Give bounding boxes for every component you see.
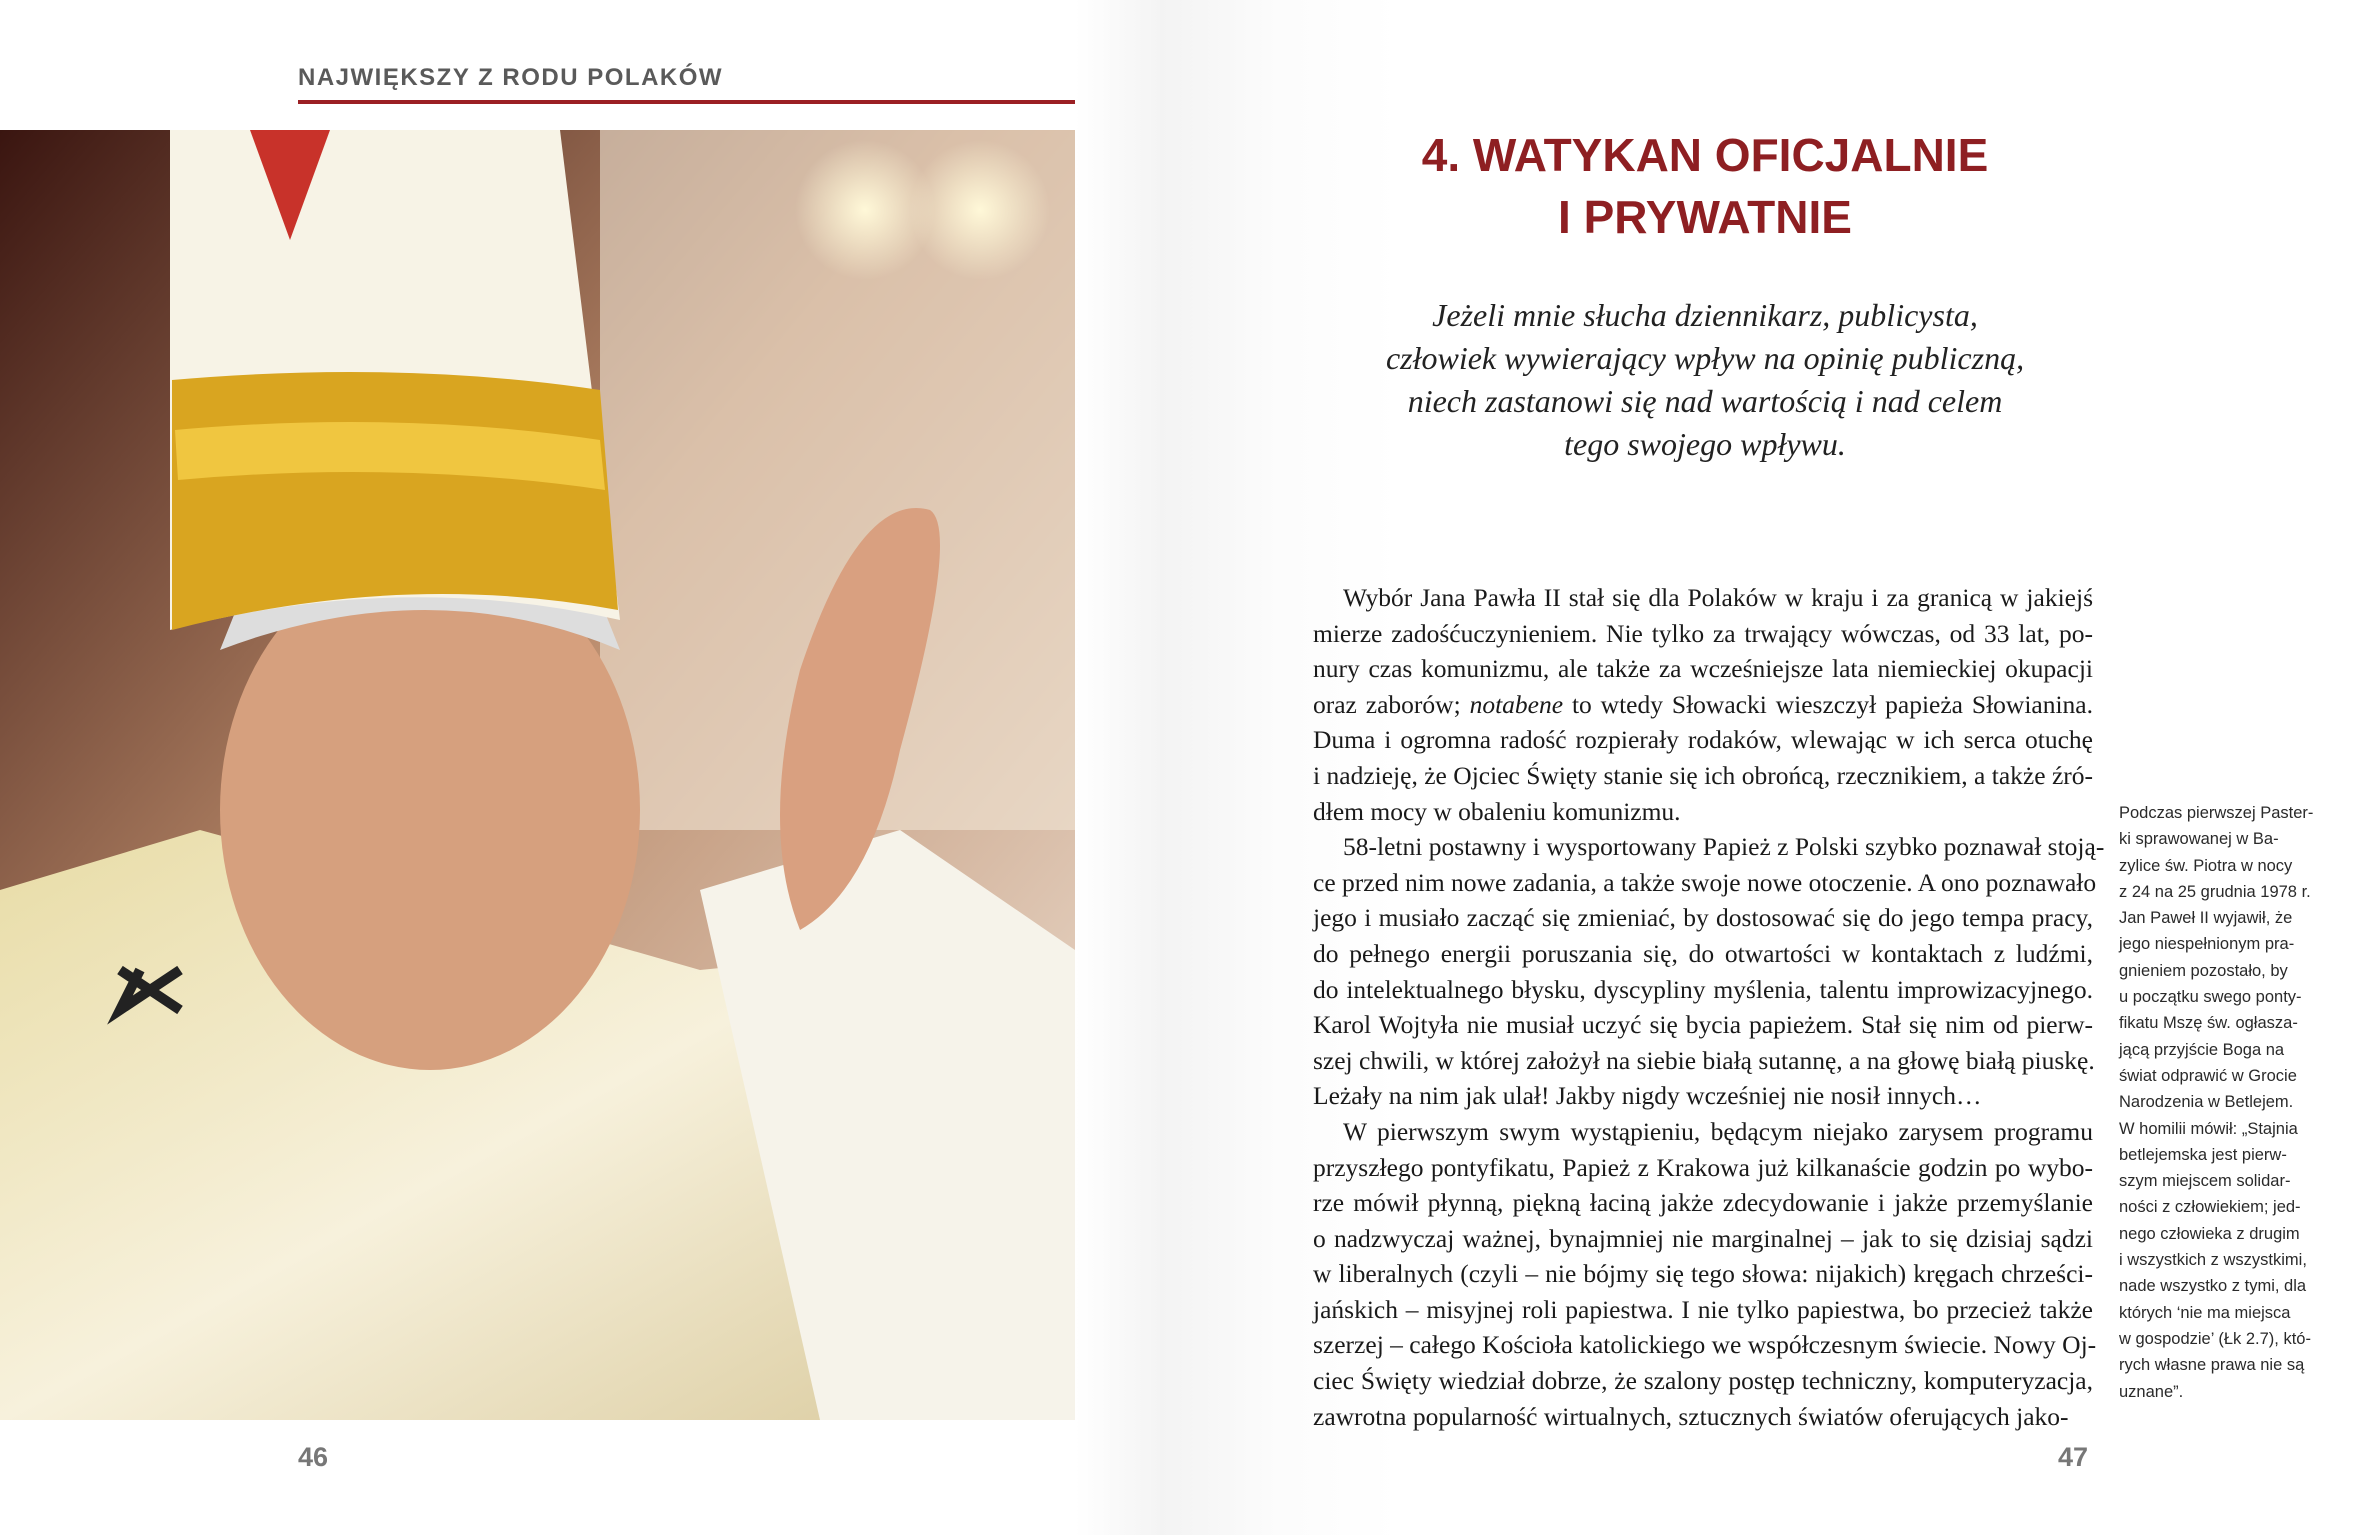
body-line: Wybór Jana Pawła II stał się dla Polaków w kraju i za granicą w jakiejś [1343, 583, 2093, 612]
body-line: 58-letni postawny i wysportowany Papież z Polski szybko poznawał stoją- [1343, 832, 2105, 862]
quote-line: człowiek wywierający wpływ na opinię publiczną, [1385, 340, 2025, 376]
sidebar-line: fikatu Mszę św. ogłasza- [2119, 1014, 2298, 1033]
sidebar-line: nego człowieka z drugim [2119, 1224, 2300, 1243]
page-number-right: 47 [2058, 1442, 2089, 1472]
body-line: jego i musiało zacząć się zmieniać, by dostosować się do jego tempa pracy, [1313, 903, 2093, 933]
body-line: Duma i ogromna radość rozpierały rodaków, wlewając w ich serca otuchę [1313, 725, 2093, 755]
body-line: w liberalnych (czyli – nie bójmy się tego słowa: nijakich) kręgach chrześci- [1313, 1259, 2093, 1289]
body-line: Karol Wojtyła nie musiał uczyć się bycia papieżem. Stał się nim od pierw- [1313, 1010, 2093, 1040]
italic-word: notabene [1469, 689, 1564, 719]
sidebar-line: jącą przyjście Boga na [2119, 1040, 2285, 1059]
quote-line: tego swojego wpływu. [1564, 426, 1846, 462]
body-line: W pierwszym swym wystąpieniu, będącym niejako zarysem programu [1343, 1116, 2093, 1146]
body-line: oraz zaborów; notabene to wtedy Słowacki wieszczył papieża Słowianina. [1313, 689, 2093, 719]
sidebar-line: Podczas pierwszej Paster- [2119, 804, 2314, 822]
quote-line: niech zastanowi się nad wartością i nad celem [1407, 383, 2003, 419]
pope-photo [0, 130, 1075, 1420]
body-text [1313, 580, 2105, 1434]
sidebar-line: szym miejscem solidar- [2119, 1172, 2291, 1191]
chapter-title-line: I PRYWATNIE [1558, 191, 1852, 243]
body-line: ciec Święty wiedział dobrze, że szalony postęp techniczny, komputeryzacja, [1313, 1366, 2093, 1396]
sidebar-line: Narodzenia w Betlejem. [2119, 1093, 2294, 1112]
body-line: szerzej – całego Kościoła katolickiego we współczesnym świecie. Nowy Oj- [1313, 1330, 2097, 1360]
body-line: jańskich – misyjnej roli papiestwa. I nie tylko papiestwa, bo przecież także [1313, 1294, 2093, 1324]
quote-line: Jeżeli mnie słucha dziennikarz, publicysta, [1432, 297, 1978, 333]
body-line: mierze zadośćuczynieniem. Nie tylko za trwający wówczas, od 33 lat, po- [1313, 618, 2093, 648]
sidebar-line: zylice św. Piotra w nocy [2119, 856, 2293, 875]
body-line: ce przed nim nowe zadania, a także swoje nowe otoczenie. A ono poznawało [1313, 867, 2097, 897]
chapter-title [1300, 124, 2110, 248]
running-head: NAJWIĘKSZY Z RODU POLAKÓW [298, 64, 724, 91]
body-line: dłem mocy w obaleniu komunizmu. [1313, 796, 1681, 826]
sidebar-line: z 24 na 25 grudnia 1978 r. [2119, 882, 2311, 901]
sidebar-line: i wszystkich z wszystkimi, [2119, 1251, 2307, 1270]
sidebar-line: rych własne prawa nie są [2119, 1356, 2305, 1375]
sidebar-line: nade wszystko z tymi, dla [2119, 1277, 2307, 1296]
sidebar-line: uznane”. [2119, 1382, 2184, 1401]
chapter-title-line: 4. WATYKAN OFICJALNIE [1421, 129, 1989, 181]
header-rule [298, 100, 1075, 104]
body-line: Leżały na nim jak ulał! Jakby nigdy wcześniej nie nosił innych… [1313, 1081, 1982, 1111]
body-line: szej chwili, w której założył na siebie białą sutannę, a na głowę białą piuskę. [1313, 1045, 2095, 1075]
body-line: i nadzieję, że Ojciec Święty stanie się ich obrońcą, rzecznikiem, a także źró- [1313, 760, 2093, 790]
sidebar-line: ności z człowiekiem; jed- [2119, 1198, 2301, 1217]
sidebar-line: u początku swego ponty- [2119, 988, 2302, 1007]
sidebar-line: gnieniem pozostało, by [2119, 961, 2288, 980]
body-line: rze mówił płynną, piękną łaciną jakże zdecydowanie i jakże przemyślanie [1313, 1188, 2093, 1218]
sidebar-note [2119, 800, 2334, 1405]
sidebar-line: których ‘nie ma miejsca [2119, 1303, 2291, 1322]
sidebar-line: świat odprawić w Grocie [2119, 1066, 2297, 1085]
body-line: do pełnego energii poruszania się, do otwartości w kontaktach z ludźmi, [1313, 938, 2093, 968]
page-number-left: 46 [298, 1442, 329, 1472]
sidebar-line: w gospodzie’ (Łk 2.7), któ- [2119, 1329, 2311, 1348]
sidebar-line: betlejemska jest pierw- [2119, 1145, 2287, 1164]
sidebar-line: W homilii mówił: „Stajnia [2119, 1119, 2298, 1138]
body-line: przyszłego pontyfikatu, Papież z Krakowa już kilkanaście godzin po wybo- [1313, 1152, 2093, 1182]
sidebar-line: Jan Paweł II wyjawił, że [2119, 909, 2293, 928]
body-line: nury czas komunizmu, ale także za wcześniejsze lata niemieckiej okupacji [1313, 654, 2093, 684]
epigraph-quote [1300, 294, 2110, 466]
sidebar-line: jego niespełnionym pra- [2119, 935, 2295, 954]
body-line: zawrotna popularność wirtualnych, sztucznych światów oferujących jako- [1313, 1401, 2069, 1431]
body-line: do intelektualnego błysku, dyscypliny myślenia, talentu improwizacyjnego. [1313, 974, 2093, 1004]
body-line: o nadzwyczaj ważnej, bynajmniej nie marginalnej – jak to się dzisiaj sądzi [1313, 1223, 2093, 1253]
sidebar-line: ki sprawowanej w Ba- [2119, 830, 2279, 849]
